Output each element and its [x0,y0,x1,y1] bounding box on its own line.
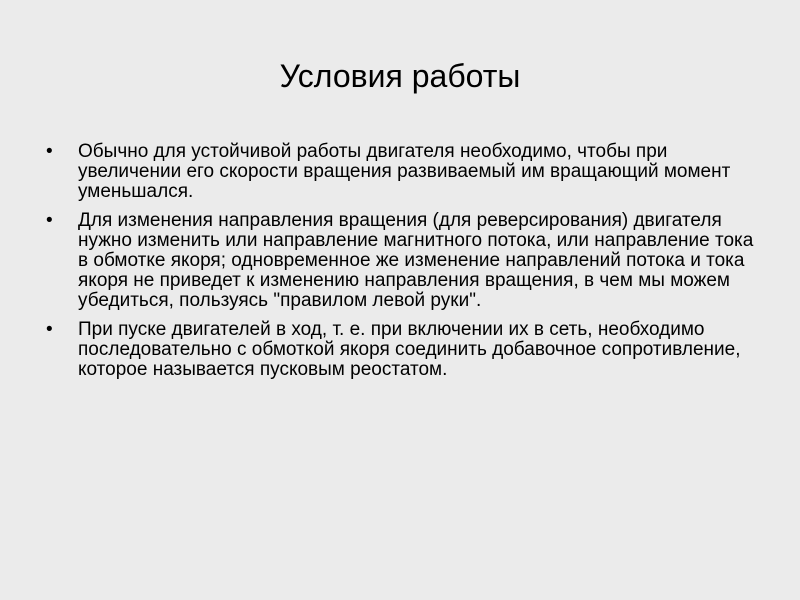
bullet-text: При пуске двигателей в ход, т. е. при включении их в сеть, необходимо последовательно с обмоткой якоря соединить добавочное сопротивление, которое называется пусковым реостатом. [78,319,741,380]
bullet-text: Для изменения направления вращения (для реверсирования) двигателя нужно изменить или направление магнитного потока, или направление тока в обмотке якоря; одновременное же изменение направлений потока и тока якоря не приведет к изменению направления вращения, в чем мы можем убедиться, пользуясь "правилом левой руки". [78,210,754,311]
bullet-text: Обычно для устойчивой работы двигателя необходимо, чтобы при увеличении его скорости вращения развиваемый им вращающий момент уменьшался. [78,141,731,202]
bullet-marker: • [46,141,53,162]
bullet-item [40,320,760,380]
bullet-item [40,211,760,311]
bullet-marker: • [46,210,53,231]
bullet-item [40,142,760,202]
bullet-marker: • [46,319,53,340]
slide-title: Условия работы [279,58,521,94]
bullet-list [40,142,760,389]
